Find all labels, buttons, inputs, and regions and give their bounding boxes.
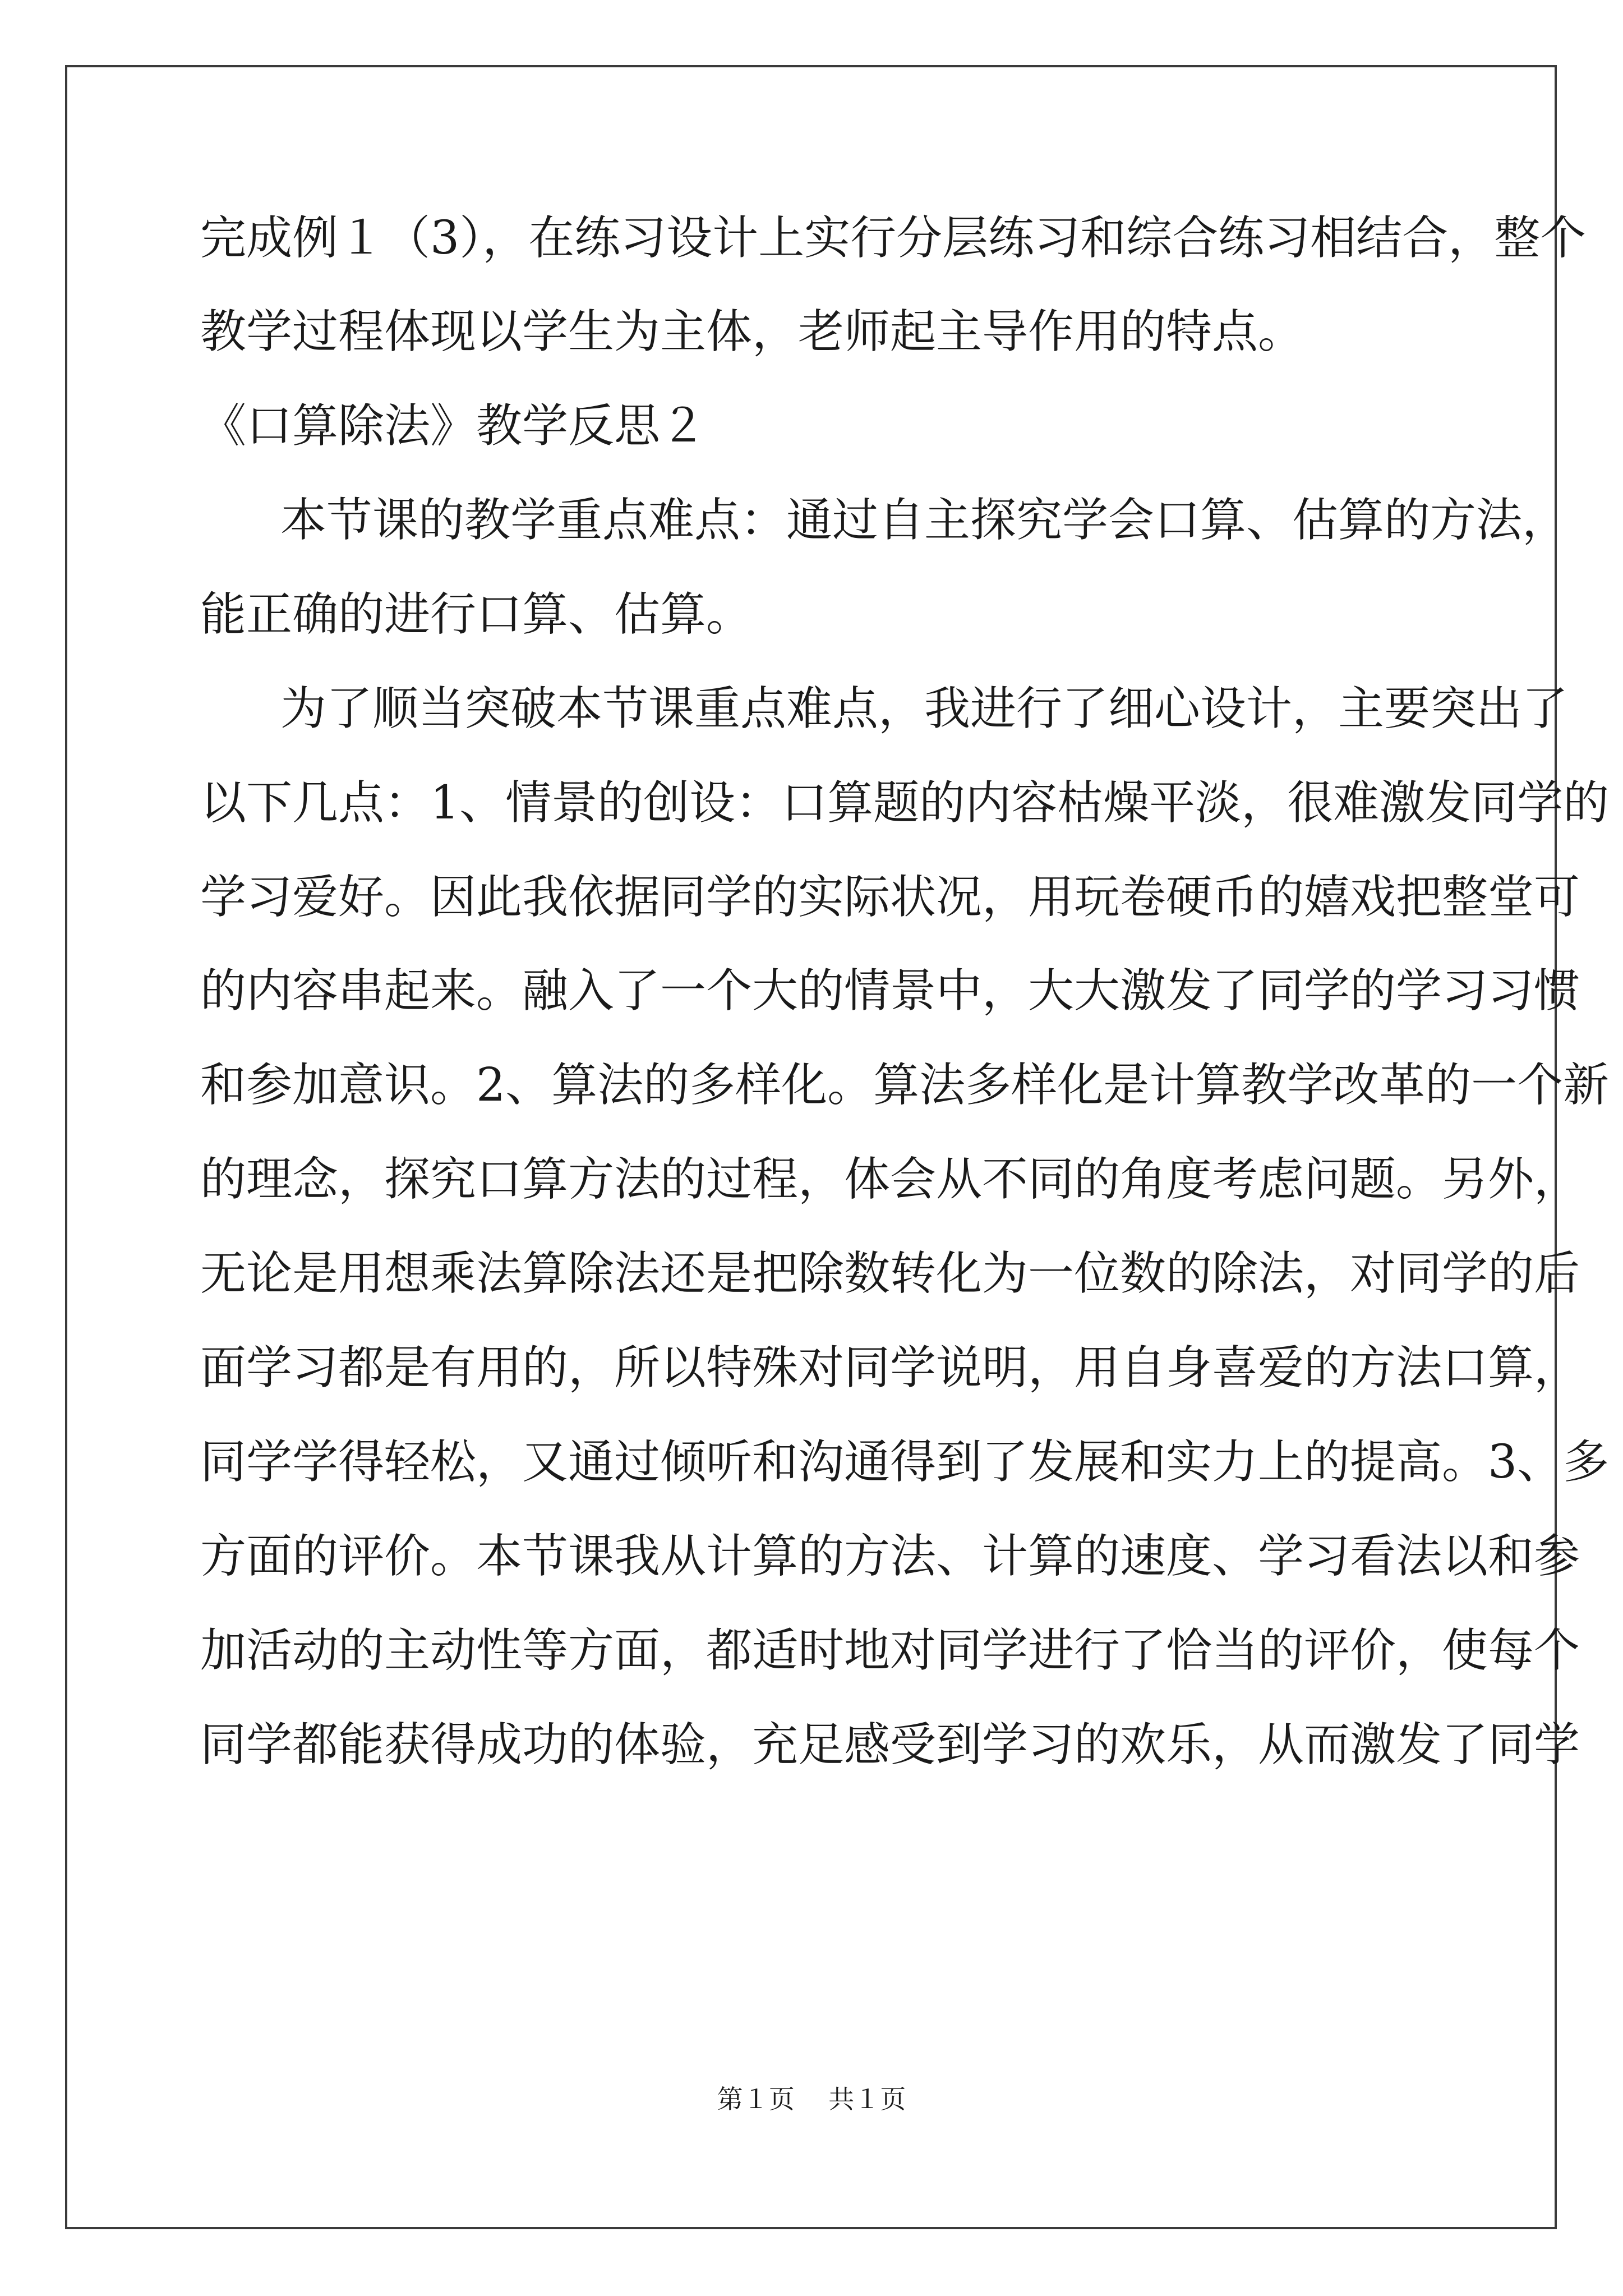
text-line: 无论是用想乘法算除法还是把除数转化为一位数的除法，对同学的后 — [200, 1247, 1580, 1300]
text-line: 加活动的主动性等方面，都适时地对同学进行了恰当的评价，使每个 — [200, 1624, 1580, 1677]
text-line: 以下几点：1、情景的创设：口算题的内容枯燥平淡，很难激发同学的 — [200, 776, 1610, 830]
page-border — [65, 65, 1610, 2229]
text-line: 本节课的教学重点难点：通过自主探究学会口算、估算的方法， — [280, 494, 1569, 547]
text-line: 完成例１（3），在练习设计上实行分层练习和综合练习相结合，整个 — [200, 211, 1587, 265]
text-line: 能正确的进行口算、估算。 — [200, 588, 753, 641]
text-line: 同学都能获得成功的体验，充足感受到学习的欢乐，从而激发了同学 — [200, 1718, 1580, 1772]
text-line: 同学学得轻松，又通过倾听和沟通得到了发展和实力上的提高。3、多 — [200, 1435, 1610, 1489]
text-line: 教学过程体现以学生为主体，老师起主导作用的特点。 — [200, 305, 1304, 358]
section-title: 《口算除法》教学反思２ — [200, 399, 707, 453]
text-line: 面学习都是有用的，所以特殊对同学说明，用自身喜爱的方法口算， — [200, 1341, 1580, 1395]
text-line: 和参加意识。2、算法的多样化。算法多样化是计算教学改革的一个新 — [200, 1059, 1610, 1112]
text-line: 的理念，探究口算方法的过程，体会从不同的角度考虑问题。另外， — [200, 1153, 1580, 1206]
text-line: 学习爱好。因此我依据同学的实际状况，用玩卷硬币的嬉戏把整堂可 — [200, 871, 1580, 924]
text-line: 为了顺当突破本节课重点难点，我进行了细心设计，主要突出了 — [280, 682, 1569, 735]
page-footer: 第１页 共１页 — [717, 2084, 906, 2114]
text-line: 的内容串起来。融入了一个大的情景中，大大激发了同学的学习习惯 — [200, 964, 1580, 1018]
text-line: 方面的评价。本节课我从计算的方法、计算的速度、学习看法以和参 — [200, 1530, 1580, 1583]
